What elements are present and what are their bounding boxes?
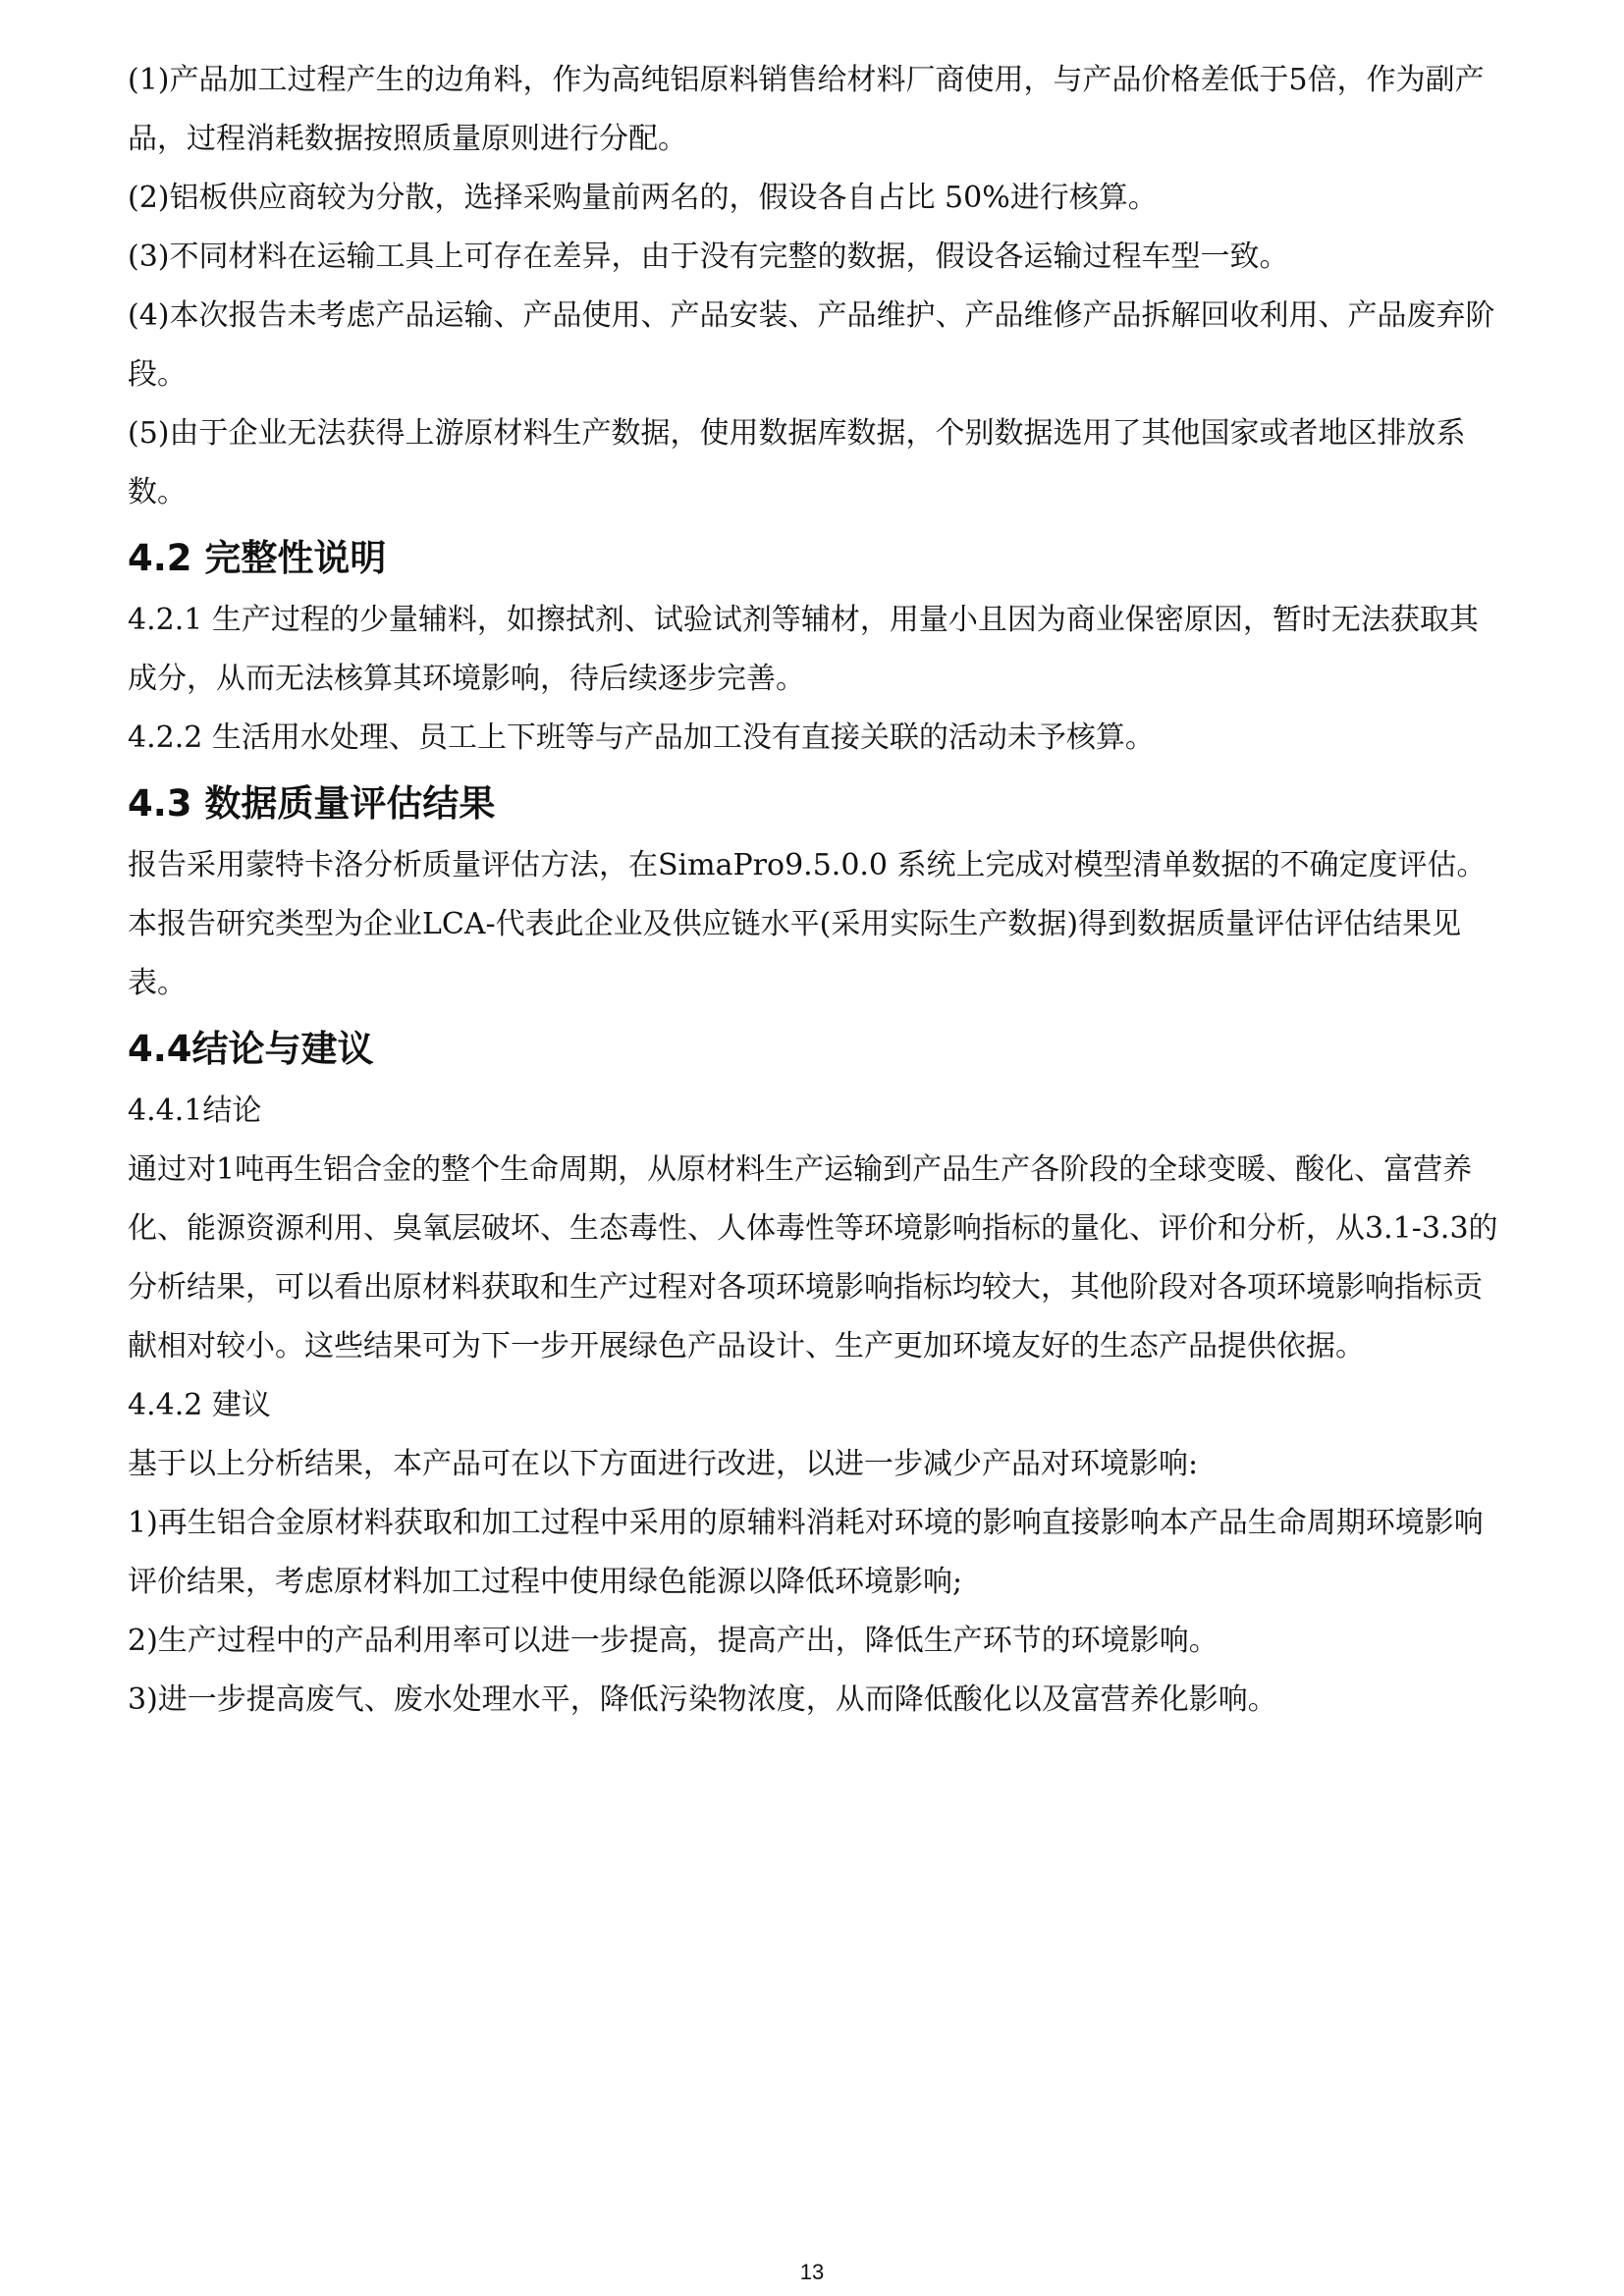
- completeness-4-2-1: 4.2.1 生产过程的少量辅料，如擦拭剂、试验试剂等辅材，用量小且因为商业保密原因，暂时无法获取其成分，从而无法核算其环境影响，待后续逐步完善。: [128, 603, 1479, 696]
- data-quality-paragraph: 报告采用蒙特卡洛分析质量评估方法，在SimaPro9.5.0.0 系统上完成对模型清单数据的不确定度评估。本报告研究类型为企业LCA-代表此企业及供应链水平(采用实际生产数据)得到数据质量评估评估结果见表。: [128, 848, 1487, 1000]
- suggestion-intro: 基于以上分析结果，本产品可在以下方面进行改进，以进一步减少产品对环境影响:: [128, 1447, 1199, 1481]
- heading-4-2: 4.2 完整性说明: [128, 537, 387, 579]
- subheading-4-4-1: 4.4.1结论: [128, 1094, 262, 1128]
- assumption-5: (5)由于企业无法获得上游原材料生产数据，使用数据库数据，个别数据选用了其他国家或者地区排放系数。: [128, 416, 1466, 509]
- page-number: 13: [799, 2260, 825, 2284]
- assumption-3: (3)不同材料在运输工具上可存在差异，由于没有完整的数据，假设各运输过程车型一致。: [128, 240, 1289, 274]
- completeness-4-2-2: 4.2.2 生活用水处理、员工上下班等与产品加工没有直接关联的活动未予核算。: [128, 721, 1155, 755]
- heading-4-3: 4.3 数据质量评估结果: [128, 782, 496, 825]
- conclusion-paragraph: 通过对1吨再生铝合金的整个生命周期，从原材料生产运输到产品生产各阶段的全球变暖、酸化、富营养化、能源资源利用、臭氧层破坏、生态毒性、人体毒性等环境影响指标的量化、评价和分析，从3.1-3.3的分析结果，可以看出原材料获取和生产过程对各项环境影响指标均较大，其他阶段对各项环境影响指标贡献相对较小。这些结果可为下一步开展绿色产品设计、生产更加环境友好的生态产品提供依据。: [128, 1152, 1498, 1363]
- subheading-4-4-2: 4.4.2 建议: [128, 1388, 271, 1422]
- suggestion-1: 1)再生铝合金原材料获取和加工过程中采用的原辅料消耗对环境的影响直接影响本产品生命周期环境影响评价结果，考虑原材料加工过程中使用绿色能源以降低环境影响;: [128, 1506, 1484, 1599]
- assumption-4: (4)本次报告未考虑产品运输、产品使用、产品安装、产品维护、产品维修产品拆解回收利用、产品废弃阶段。: [128, 298, 1495, 392]
- suggestion-2: 2)生产过程中的产品利用率可以进一步提高，提高产出，降低生产环节的环境影响。: [128, 1624, 1218, 1658]
- assumption-2: (2)铝板供应商较为分散，选择采购量前两名的，假设各自占比 50%进行核算。: [128, 181, 1158, 215]
- heading-4-4: 4.4结论与建议: [128, 1028, 374, 1070]
- assumption-1: (1)产品加工过程产生的边角料，作为高纯铝原料销售给材料厂商使用，与产品价格差低于5倍，作为副产品，过程消耗数据按照质量原则进行分配。: [128, 63, 1485, 156]
- page-content: [128, 51, 1502, 1730]
- suggestion-3: 3)进一步提高废气、废水处理水平，降低污染物浓度，从而降低酸化以及富营养化影响。: [128, 1682, 1277, 1717]
